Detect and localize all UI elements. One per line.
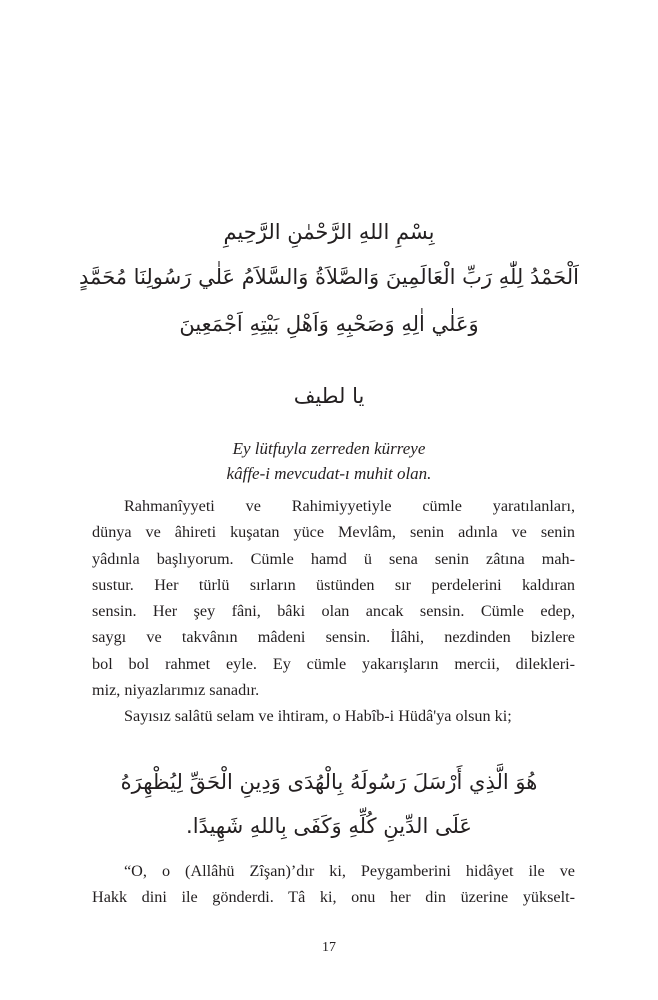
text-line: saygı ve takvânın mâdeni sensin. İlâhi, nezdinden bizlere: [92, 628, 575, 647]
text-line: Sayısız salâtü selam ve ihtiram, o Habîb-i Hüdâ'ya olsun ki;: [124, 707, 512, 725]
text-line: yâdınla başlıyorum. Cümle hamd ü sena senin zâtına mah-: [92, 549, 575, 568]
page-number: 17: [322, 940, 336, 955]
basmala: بِسْمِ اللهِ الرَّحْمٰنِ الرَّحِيمِ: [223, 220, 435, 244]
hamd-line-1: اَلْحَمْدُ لِلّٰهِ رَبِّ الْعَالَمِينَ وَالصَّلاَةُ وَالسَّلاَمُ عَلٰي رَسُولِنَا مُحَمَّدٍ: [79, 265, 579, 289]
hamd-line-2: وَعَلٰي اٰلِهِ وَصَحْبِهِ وَاَهْلِ بَيْتِهِ اَجْمَعِينَ: [179, 312, 479, 336]
text-line: sensin. Her şey fâni, bâki olan ancak sensin. Cümle edep,: [92, 602, 575, 621]
text-line: Hakk dini ile gönderdi. Tâ ki, onu her din üzerine yükselt-: [92, 888, 575, 907]
paragraph-1: [92, 493, 575, 703]
paragraph-3: [92, 858, 575, 911]
italic-line: kâffe-i mevcudat-ı muhit olan.: [226, 464, 432, 483]
text-line: Rahmanîyyeti ve Rahimiyyetiyle cümle yaratılanları,: [124, 497, 575, 515]
paragraph-2: [92, 703, 575, 729]
italic-line: Ey lütfuyla zerreden kürreye: [232, 439, 426, 458]
invocation: يا لطيف: [293, 384, 365, 408]
text-line: “O, o (Allâhü Zîşan)’dır ki, Peygamberini hidâyet ile ve: [124, 862, 575, 880]
verse-line-1: هُوَ الَّذِي أَرْسَلَ رَسُولَهُ بِالْهُدَى وَدِينِ الْحَقِّ لِيُظْهِرَهُ: [120, 770, 538, 794]
text-line: miz, niyazlarımız sanadır.: [92, 681, 260, 700]
text-line: sustur. Her türlü sırların üstünden sır perdelerini kaldıran: [92, 575, 575, 594]
text-line: bol bol rahmet eyle. Ey cümle yakarışların mercii, dilekleri-: [92, 654, 575, 673]
verse-line-2: عَلَى الدِّينِ كُلِّهِ وَكَفَى بِاللهِ شَهِيدًا.: [186, 814, 472, 838]
text-line: dünya ve âhireti kuşatan yüce Mevlâm, senin adınla ve senin: [92, 523, 575, 542]
italic-epigraph: [0, 436, 658, 486]
